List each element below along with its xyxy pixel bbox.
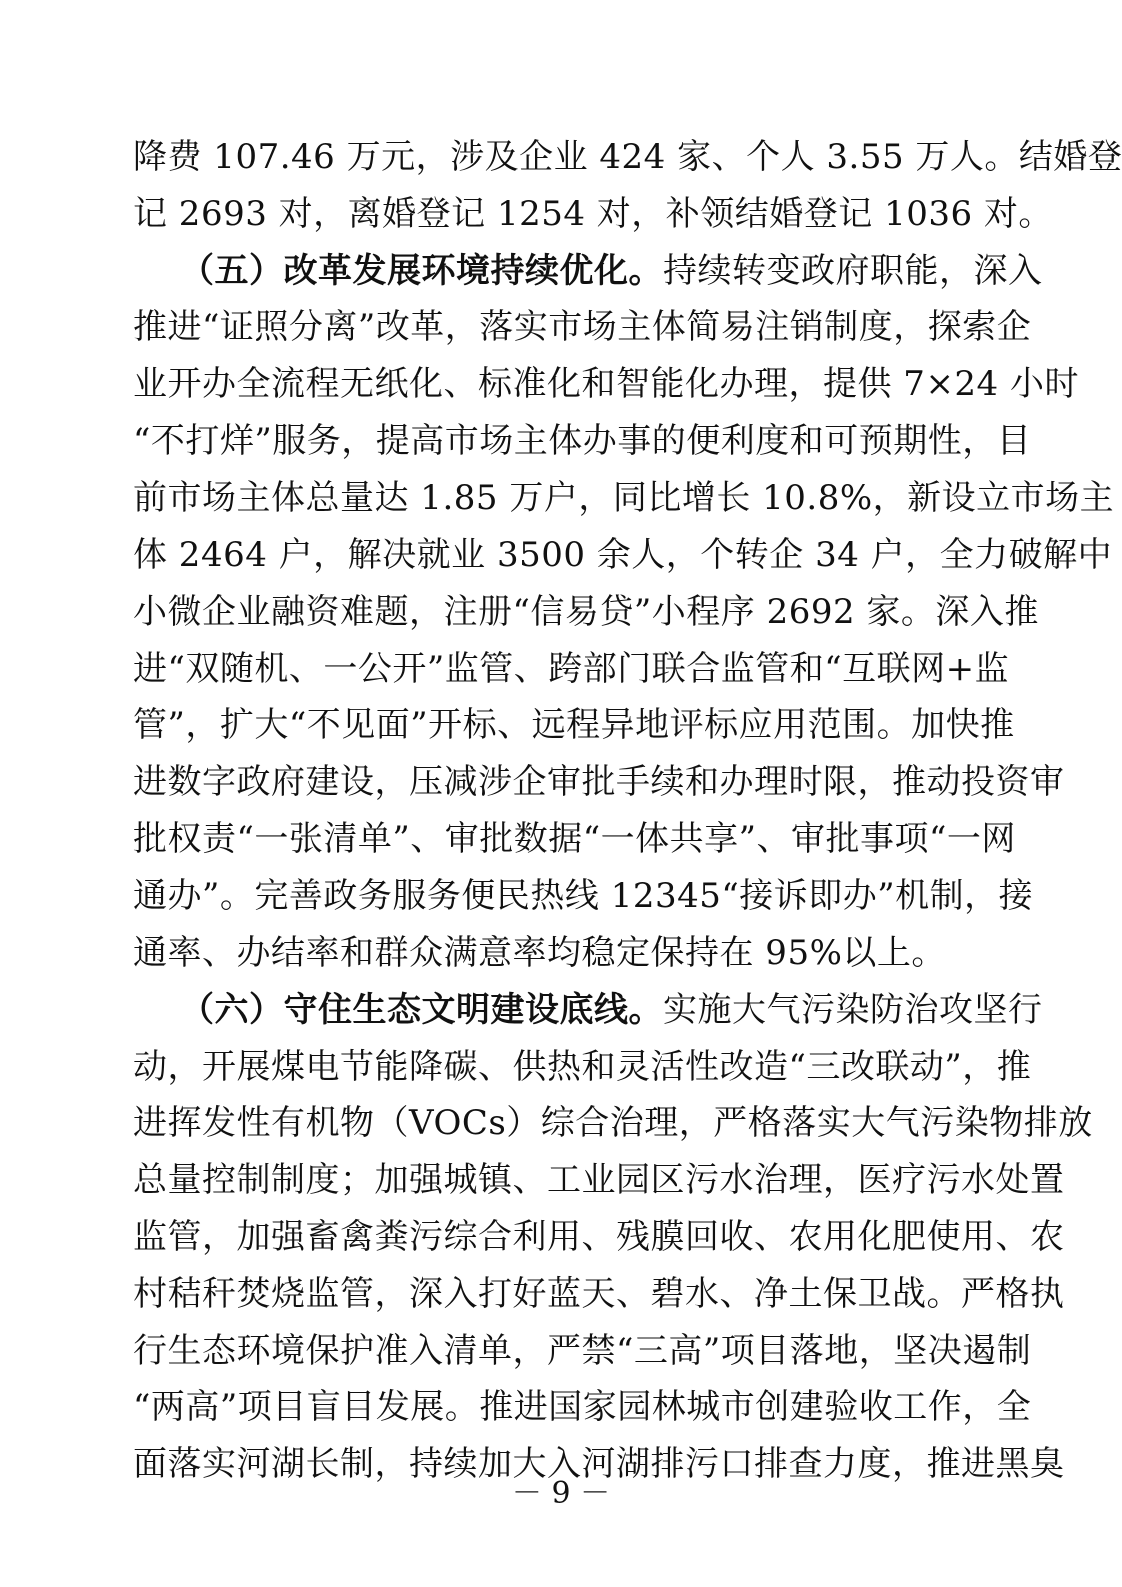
line-text: 实施大气污染防治攻坚行 <box>663 990 1043 1030</box>
line-text: 动，开展煤电节能降碳、供热和灵活性改造“三改联动”，推 <box>133 1047 1032 1087</box>
body-line <box>133 535 1113 575</box>
body-line <box>133 194 1053 234</box>
line-text: 行生态环境保护准入清单，严禁“三高”项目落地，坚决遏制 <box>133 1331 1032 1371</box>
section-heading-line <box>180 251 1043 291</box>
line-text: 批权责“一张清单”、审批数据“一体共享”、审批事项“一网 <box>133 819 1016 859</box>
body-line <box>133 933 993 973</box>
line-text: 小微企业融资难题，注册“信易贷”小程序 2692 家。深入推 <box>133 592 1039 632</box>
body-line <box>133 421 1032 461</box>
line-text: 进“双随机、一公开”监管、跨部门联合监管和“互联网+监 <box>133 649 1010 689</box>
body-line <box>133 819 1016 859</box>
line-text: 进数字政府建设，压减涉企审批手续和办理时限，推动投资审 <box>133 762 1065 802</box>
line-text: 总量控制制度；加强城镇、工业园区污水治理，医疗污水处置 <box>133 1160 1065 1200</box>
body-line <box>133 478 1115 518</box>
line-text: 体 2464 户，解决就业 3500 余人，个转企 34 户，全力破解中 <box>133 535 1113 575</box>
line-text: 面落实河湖长制，持续加大入河湖排污口排查力度，推进黑臭 <box>133 1444 1065 1484</box>
body-line <box>133 705 1015 745</box>
body-line <box>133 1217 1065 1257</box>
body-line <box>133 592 1039 632</box>
line-text: 通率、办结率和群众满意率均稳定保持在 95%以上。 <box>133 933 946 973</box>
body-line <box>133 762 1065 802</box>
body-line <box>133 364 1079 404</box>
body-line <box>133 1103 1093 1143</box>
line-text: 管”，扩大“不见面”开标、远程异地评标应用范围。加快推 <box>133 705 1015 745</box>
body-line <box>133 1387 1032 1427</box>
line-text: 进挥发性有机物（VOCs）综合治理，严格落实大气污染物排放 <box>133 1103 1093 1143</box>
line-text: 村秸秆焚烧监管，深入打好蓝天、碧水、净土保卫战。严格执 <box>133 1274 1065 1314</box>
body-line <box>133 1274 1065 1314</box>
body-line <box>133 137 1122 177</box>
body-line <box>133 876 1034 916</box>
body-line <box>133 1160 1065 1200</box>
body-line <box>133 649 1010 689</box>
line-text: 业开办全流程无纸化、标准化和智能化办理，提供 7×24 小时 <box>133 364 1079 404</box>
line-text: “两高”项目盲目发展。推进国家园林城市创建验收工作，全 <box>133 1387 1032 1427</box>
body-line <box>133 1047 1032 1087</box>
line-text: 前市场主体总量达 1.85 万户，同比增长 10.8%，新设立市场主 <box>133 478 1115 518</box>
line-text: “不打烊”服务，提高市场主体办事的便利度和可预期性，目 <box>133 421 1032 461</box>
page-number: － 9 － <box>511 1476 611 1511</box>
line-text: 持续转变政府职能，深入 <box>663 251 1043 291</box>
line-text: 记 2693 对，离婚登记 1254 对，补领结婚登记 1036 对。 <box>133 194 1053 234</box>
line-text: 推进“证照分离”改革，落实市场主体简易注销制度，探索企 <box>133 307 1032 347</box>
line-text: 通办”。完善政务服务便民热线 12345“接诉即办”机制，接 <box>133 876 1034 916</box>
section-heading: （五）改革发展环境持续优化。 <box>180 251 663 291</box>
section-heading: （六）守住生态文明建设底线。 <box>180 990 663 1030</box>
body-line <box>133 1331 1032 1371</box>
line-text: 监管，加强畜禽粪污综合利用、残膜回收、农用化肥使用、农 <box>133 1217 1065 1257</box>
section-heading-line <box>180 990 1043 1030</box>
line-text: 降费 107.46 万元，涉及企业 424 家、个人 3.55 万人。结婚登 <box>133 137 1122 177</box>
body-line <box>133 307 1032 347</box>
